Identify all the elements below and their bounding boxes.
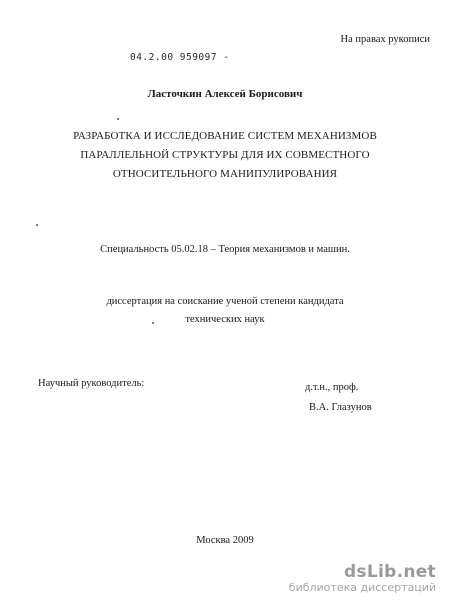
scan-speck: [117, 118, 119, 120]
degree-line: диссертация на соискание ученой степени кандидата: [106, 296, 344, 307]
scan-speck: [152, 322, 154, 324]
title-line: ОТНОСИТЕЛЬНОГО МАНИПУЛИРОВАНИЯ: [112, 168, 338, 180]
author-name: Ласточкин Алексей Борисович: [147, 88, 303, 100]
title-line: ПАРАЛЛЕЛЬНОЙ СТРУКТУРЫ ДЛЯ ИХ СОВМЕСТНОГО: [80, 149, 370, 161]
scan-speck: [36, 224, 38, 226]
supervisor-degree: д.т.н., проф.: [305, 382, 359, 393]
title-line: РАЗРАБОТКА И ИССЛЕДОВАНИЕ СИСТЕМ МЕХАНИЗМОВ: [73, 130, 377, 142]
watermark-logo: dsLib.net: [343, 562, 436, 582]
watermark-subtitle: библиотека диссертаций: [288, 581, 436, 594]
degree-line: технических наук: [185, 314, 265, 325]
watermark: [289, 563, 436, 594]
archive-stamp: 04.2.00 959097 -: [130, 52, 230, 63]
supervisor-label: Научный руководитель:: [38, 378, 145, 389]
rights-notice: На правах рукописи: [340, 34, 430, 45]
supervisor-name: В.А. Глазунов: [309, 402, 372, 413]
supervisor-info: [305, 378, 372, 418]
dissertation-title: [40, 127, 410, 184]
degree-statement: [0, 293, 450, 329]
specialty-line: Специальность 05.02.18 – Теория механизмов и машин.: [100, 244, 350, 255]
city-year: Москва 2009: [196, 535, 254, 546]
